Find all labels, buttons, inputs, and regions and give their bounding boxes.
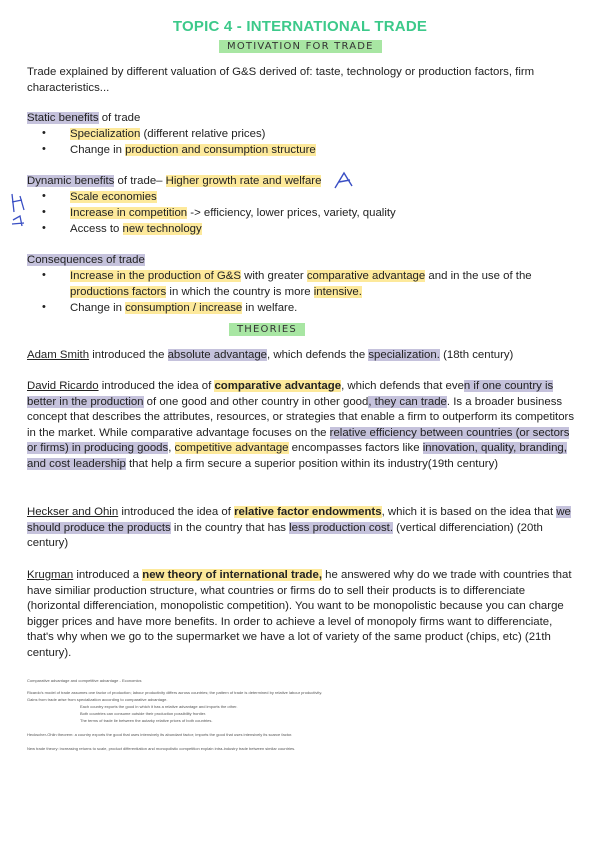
bullet: • <box>42 222 46 234</box>
static-heading-label: Static benefits <box>27 112 99 124</box>
text: -> efficiency, lower prices, variety, quality <box>187 207 396 219</box>
highlight: intensive. <box>313 285 362 298</box>
text: in the country that has <box>170 521 290 534</box>
author-name: Heckser and Ohin <box>27 506 119 518</box>
bullet: • <box>42 269 46 281</box>
consequences-item-1 <box>70 269 575 300</box>
fine-print-line: Each country exports the good in which it has a relative advantage and imports the other. <box>80 704 238 709</box>
fine-print-line: The terms of trade lie between the autarky relative prices of both countries. <box>80 718 213 723</box>
highlight: less production cost. <box>289 521 393 534</box>
text: Change in <box>70 302 126 314</box>
text: encompasses factors like <box>288 442 423 455</box>
highlight: consumption / increase <box>125 302 243 314</box>
highlight: Increase in the production of G&S <box>70 270 241 282</box>
text: introduced the <box>89 349 168 361</box>
fine-print-line: Comparative advantage and competitive advantage - Economics <box>27 678 142 683</box>
highlight: Increase in competition <box>70 207 188 219</box>
dynamic-item-1 <box>70 190 570 206</box>
dynamic-item-3 <box>70 222 570 238</box>
handwritten-side-marks <box>8 190 30 240</box>
text: he answered why do we trade with countries that have similiar production structure, what countries or firms do to sell their products is to differenciate (horizontal differenciation, monopolistic competition). You want to be monopolistic because you can charge bigger prices and have more benefits. In order to achieve a level of monopoly firms want to differenciate, that's why when we go to the supermarket we have a lot of variety of the same product (chips, etc) (21th century). <box>27 569 572 659</box>
intro-paragraph: Trade explained by different valuation of G&S derived of: taste, technology or production factors, firm characteristics... <box>27 66 535 94</box>
highlight: new theory of international trade, <box>142 569 323 581</box>
text: (different relative prices) <box>140 128 266 140</box>
highlight: specialization. <box>368 349 440 361</box>
heckscher-paragraph <box>27 505 575 552</box>
highlight: productions factors <box>70 285 167 298</box>
smith-paragraph <box>27 348 575 364</box>
text: , which defends the <box>267 349 369 361</box>
highlight: comparative advantage <box>214 380 342 392</box>
bullet: • <box>42 301 46 313</box>
highlight: we should produce the products <box>27 506 571 534</box>
text: introduced a <box>73 569 143 581</box>
text: with greater <box>240 270 307 282</box>
ricardo-paragraph <box>27 379 575 473</box>
highlight: new technology <box>122 223 202 235</box>
highlight: competitive advantage <box>174 442 289 455</box>
highlight: relative factor endowments <box>234 506 382 518</box>
handwritten-arrow-mark <box>332 170 356 192</box>
author-name: Adam Smith <box>27 349 90 361</box>
text: in which the country is more <box>166 285 314 298</box>
highlight: n if one country is <box>463 380 554 392</box>
text: in welfare. <box>242 302 298 314</box>
text: , which defends that eve <box>341 380 464 392</box>
section-subtitle: MOTIVATION FOR TRADE <box>219 40 382 53</box>
text: . Is a broader business concept that describes the attributes, resources, or strategies that enable a firm to outperform its competitors in the market. While comparative advantage focuses on the <box>27 395 575 439</box>
fine-print-line: Both countries can consume outside their production possibility frontier. <box>80 711 207 716</box>
dynamic-item-2 <box>70 206 570 222</box>
highlight: Specialization <box>70 128 141 140</box>
fine-print-line: New trade theory: increasing returns to scale, product differentiation and monopolistic competition explain intra-industry trade between similar countries. <box>27 746 296 751</box>
bullet: • <box>42 127 46 139</box>
static-item-1 <box>70 127 570 143</box>
text: , which it is based on the idea that <box>381 506 557 518</box>
highlight: absolute advantage <box>167 349 268 361</box>
text: of trade– <box>114 175 166 187</box>
dynamic-heading <box>27 174 575 190</box>
text: Access to <box>70 223 123 235</box>
fine-print-line: Heckscher-Ohlin theorem: a country exports the good that uses intensively its abundant factor; imports the good that uses intensively its scarce factor. <box>27 732 293 737</box>
text: (vertical differenciation) (20th century) <box>27 521 543 550</box>
consequences-heading-label: Consequences of trade <box>27 254 145 266</box>
theories-label: THEORIES <box>229 323 305 336</box>
dynamic-heading-label: Dynamic benefits <box>27 175 115 187</box>
highlight: comparative advantage <box>306 270 426 282</box>
static-heading-rest: of trade <box>98 112 141 124</box>
highlight: innovation, quality, branding, and cost leadership <box>27 442 567 470</box>
page-title: TOPIC 4 - INTERNATIONAL TRADE <box>172 18 428 35</box>
fine-print-line: Ricardo's model of trade assumes one factor of production; labour productivity differs across countries; the pattern of trade is determined by relative labour productivity. <box>27 690 323 695</box>
static-heading <box>27 111 575 127</box>
fine-print-line: Gains from trade arise from specialization according to comparative advantage. <box>27 697 168 702</box>
krugman-paragraph <box>27 568 575 662</box>
text: and in the use of the <box>425 270 532 282</box>
text: (18th century) <box>439 349 514 361</box>
text: introduced the idea of <box>118 506 235 518</box>
bullet: • <box>42 190 46 202</box>
consequences-item-2 <box>70 301 570 317</box>
author-name: Krugman <box>27 569 74 581</box>
static-item-2 <box>70 143 570 159</box>
text: Change in <box>70 144 126 156</box>
bullet: • <box>42 143 46 155</box>
highlight: production and consumption structure <box>125 144 316 156</box>
highlight: Higher growth rate and welfare <box>165 175 322 187</box>
highlight: better in the production <box>27 395 144 408</box>
text: introduced the idea of <box>98 380 215 392</box>
highlight: relative efficiency between countries (or sectors or firms) in producing goods <box>27 426 570 455</box>
bullet: • <box>42 206 46 218</box>
consequences-heading <box>27 253 575 269</box>
highlight: Scale economies <box>70 191 157 203</box>
author-name: David Ricardo <box>27 380 99 392</box>
highlight: , they can trade <box>368 395 447 408</box>
text: of one good and other country in other good <box>143 395 369 408</box>
text: , <box>168 442 175 455</box>
text: that help a firm secure a superior position within its industry(19th century) <box>125 457 499 470</box>
